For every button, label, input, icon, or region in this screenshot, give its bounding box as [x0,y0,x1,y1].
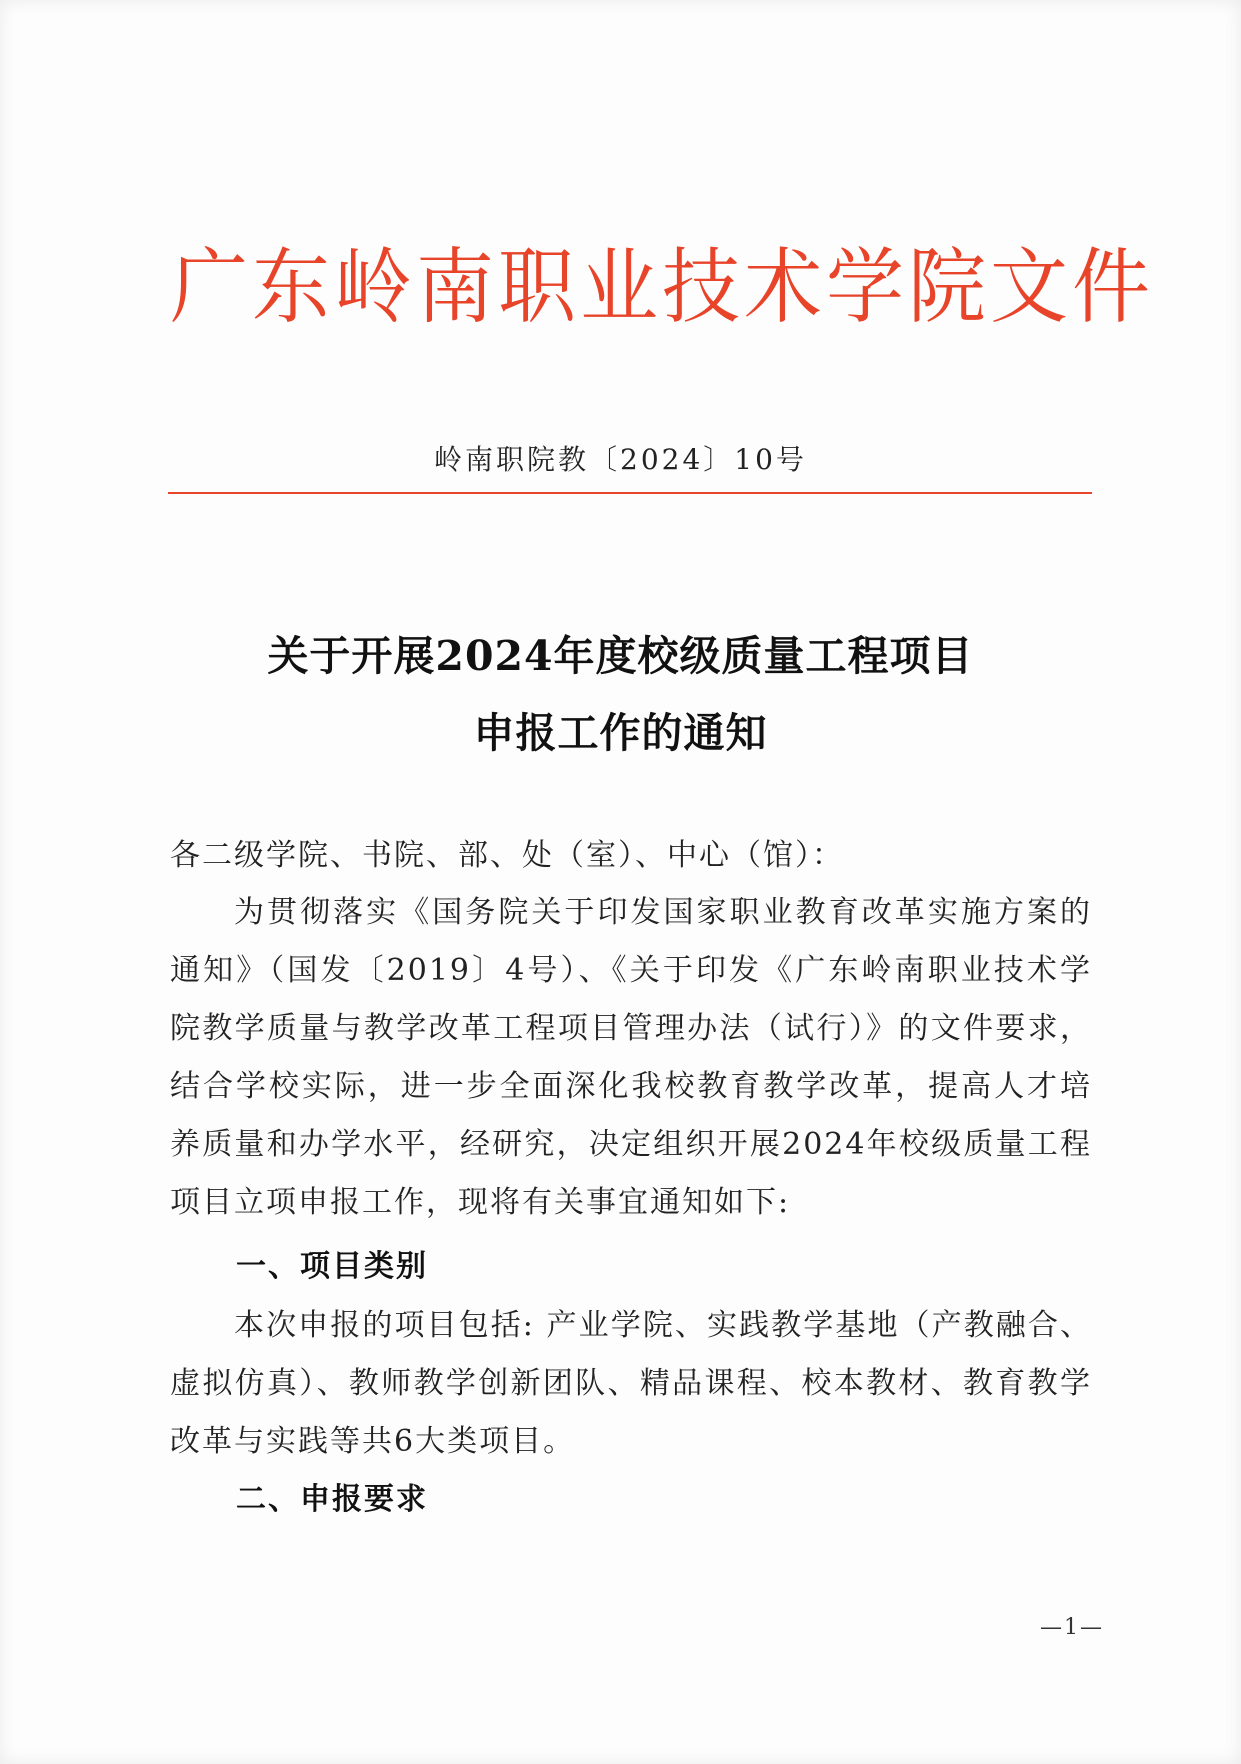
salutation: 各二级学院、书院、部、处（室）、中心（馆）： [170,838,844,873]
red-divider-line [168,492,1092,494]
document-masthead: 广东岭南职业技术学院文件 [170,240,1155,335]
body-paragraph-2: 本次申报的项目包括: 产业学院、实践教学基地（产教融合、虚拟仿真）、教师教学创新团队、精品课程、校本教材、教育教学改革与实践等共6大类项目。 [170,1308,1092,1459]
notice-title-line-1: 关于开展2024年度校级质量工程项目 [267,632,974,680]
body-paragraph-1: 为贯彻落实《国务院关于印发国家职业教育改革实施方案的通知》（国发〔2019〕4号）、《关于印发《广东岭南职业技术学院教学质量与教学改革工程项目管理办法（试行）》的文件要求，结合学校实际，进一步全面深化我校教育教学改革，提高人才培养质量和办学水平，经研究，决定组织开展2024年校级质量工程项目立项申报工作，现将有关事宜通知如下: [170,895,1092,1220]
document-number: 岭南职院教〔2024〕10号 [434,443,807,476]
section-heading-requirements: 二、申报要求 [236,1482,428,1517]
section-heading-project-categories: 一、项目类别 [236,1249,428,1284]
notice-title-line-2: 申报工作的通知 [473,709,768,757]
page-number: —1— [1040,1615,1104,1640]
